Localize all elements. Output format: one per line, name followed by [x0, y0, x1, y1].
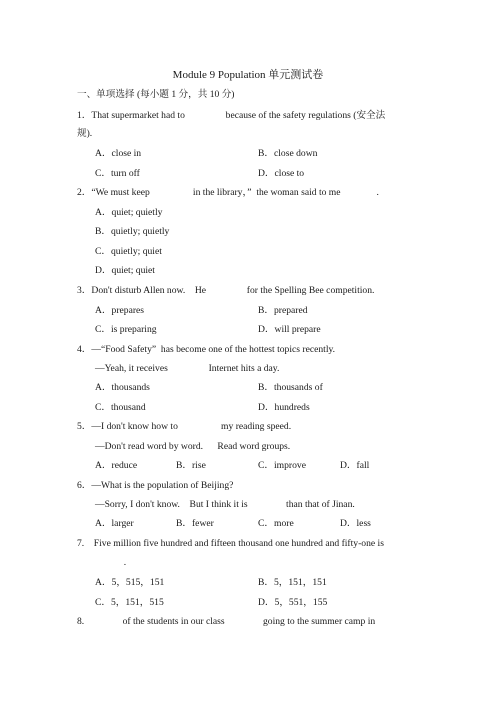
question-4-option-c: C．thousand — [95, 402, 146, 413]
question-6-option-c: C．more — [258, 518, 294, 529]
question-1-stem: 1．That supermarket had to because of the safety regulations (安全法 — [77, 110, 386, 121]
section-heading: 一、单项选择 (每小题 1 分，共 10 分) — [77, 89, 235, 100]
question-6-option-b: B．fewer — [176, 518, 214, 529]
question-5-response: —Don't read word by word. Read word groups. — [95, 441, 291, 452]
question-4-stem: 4．—“Food Safety” has become one of the hottest topics recently. — [77, 344, 336, 355]
question-7-stem: 7. Five million five hundred and fifteen thousand one hundred and fifty-one is — [77, 538, 384, 549]
question-3-option-a: A．prepares — [95, 305, 145, 316]
question-7-option-b: B．5，151，151 — [258, 577, 327, 588]
question-4-response: —Yeah, it receives Internet hits a day. — [95, 363, 280, 374]
page-title: Module 9 Population 单元测试卷 — [172, 69, 324, 81]
question-5-stem: 5．—I don't know how to my reading speed. — [77, 421, 292, 432]
question-6-response: —Sorry, I don't know. But I think it is than that of Jinan. — [95, 499, 355, 510]
question-5-option-d: D．fall — [340, 460, 370, 471]
question-3-option-c: C．is preparing — [95, 324, 157, 335]
question-5-option-c: C．improve — [258, 460, 306, 471]
question-1-stem-cont: 规). — [77, 128, 93, 139]
question-2-option-c: C．quietly; quiet — [95, 246, 162, 257]
question-3-option-d: D．will prepare — [258, 324, 321, 335]
question-3-stem: 3．Don't disturb Allen now. He for the Spelling Bee competition. — [77, 285, 375, 296]
question-2-stem: 2．“We must keep in the library，” the woman said to me . — [77, 187, 379, 198]
question-7-option-d: D．5，551，155 — [258, 597, 328, 608]
question-5-option-b: B．rise — [176, 460, 206, 471]
question-7-option-a: A．5，515，151 — [95, 577, 165, 588]
question-5-option-a: A．reduce — [95, 460, 138, 471]
question-4-option-a: A．thousands — [95, 382, 150, 393]
question-2-option-b: B．quietly; quietly — [95, 226, 170, 237]
question-6-option-a: A．larger — [95, 518, 134, 529]
question-3-option-b: B．prepared — [258, 305, 308, 316]
question-6-stem: 6．—What is the population of Beijing? — [77, 480, 234, 491]
question-2-option-d: D．quiet; quiet — [95, 265, 155, 276]
question-8-stem: 8. of the students in our class going to the summer camp in — [77, 616, 376, 627]
question-4-option-d: D．hundreds — [258, 402, 310, 413]
question-2-option-a: A．quiet; quietly — [95, 207, 163, 218]
question-1-option-b: B．close down — [258, 148, 318, 159]
question-7-option-c: C．5，151，515 — [95, 597, 164, 608]
question-6-option-d: D．less — [340, 518, 371, 529]
question-1-option-a: A．close in — [95, 148, 142, 159]
question-1-option-d: D．close to — [258, 168, 305, 179]
question-1-option-c: C．turn off — [95, 168, 140, 179]
question-4-option-b: B．thousands of — [258, 382, 323, 393]
question-7-stem-cont: . — [95, 557, 127, 568]
